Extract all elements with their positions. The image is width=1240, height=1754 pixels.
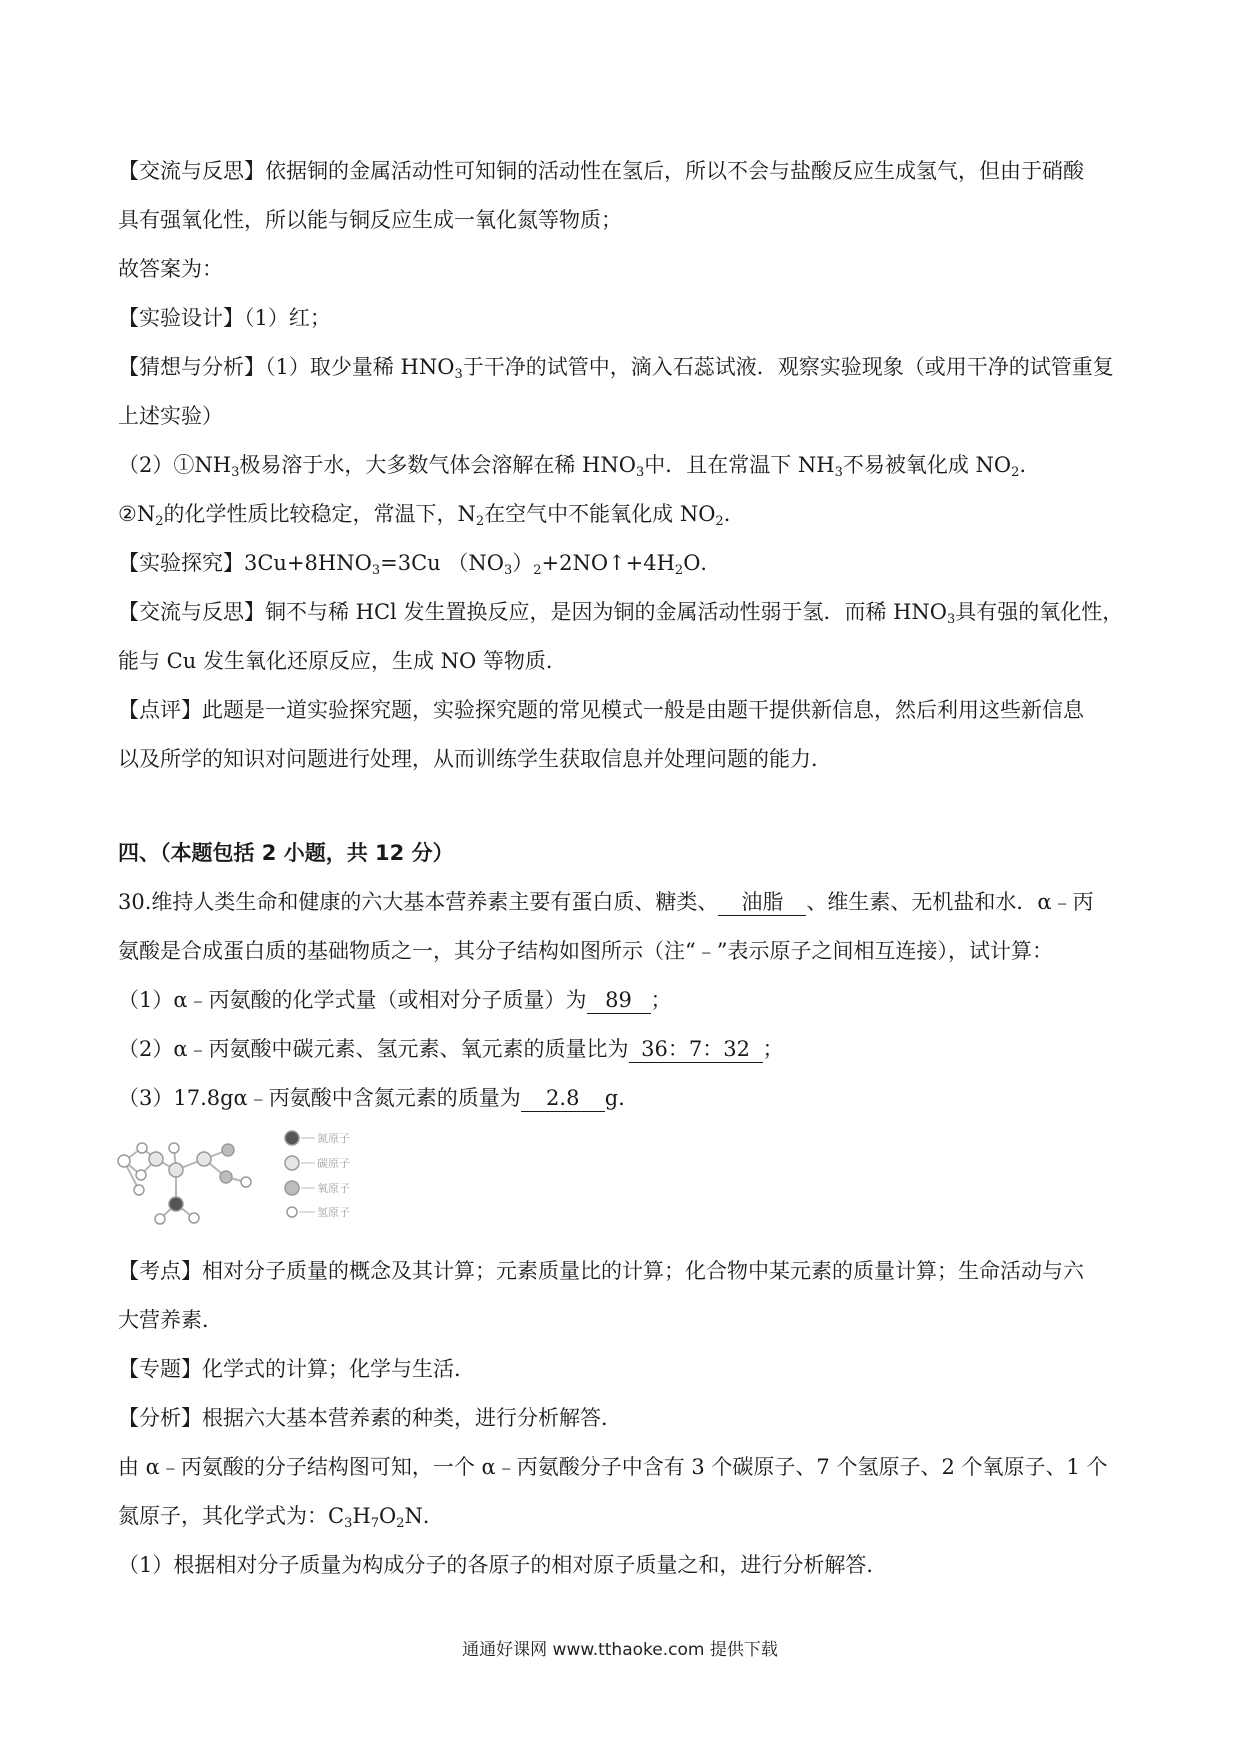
text-line: 氨酸是合成蛋白质的基础物质之一，其分子结构如图所示（注“﹣”表示原子之间相互连接），试计算： <box>118 939 1053 963</box>
answer-blank: 油脂 <box>718 889 806 916</box>
question-part-2: （2）α﹣丙氨酸中碳元素、氢元素、氧元素的质量比为 36：7：32 ； <box>118 1037 784 1061</box>
legend-hydrogen: 氢原子 <box>317 1206 350 1219</box>
text-line: 【交流与反思】铜不与稀 HCl 发生置换反应，是因为铜的金属活动性弱于氢．而稀 $HNO_3$具有强的氧化性， <box>118 600 1124 627</box>
text-line: 【分析】根据六大基本营养素的种类，进行分析解答． <box>118 1406 622 1430</box>
text-line: 氮原子，其化学式为：$C_3H_7O_2N$． <box>118 1504 444 1531</box>
legend-nitrogen: 氮原子 <box>317 1132 350 1145</box>
text-line: 【实验探究】$3Cu+8HNO_3=3Cu$ $(NO_3)_2+2NO↑+4H_2O$． <box>118 551 722 578</box>
legend-carbon: 碳原子 <box>317 1157 350 1170</box>
question-part-1: （1）α﹣丙氨酸的化学式量（或相对分子质量）为 89 ； <box>118 988 672 1012</box>
answer-blank: 2.8 <box>521 1085 605 1112</box>
text-line: 大营养素． <box>118 1308 223 1332</box>
text-line: 【猜想与分析】（1）取少量稀 $HNO_3$于干净的试管中，滴入石蕊试液．观察实验现象（或用干净的试管重复 <box>118 355 1114 382</box>
question-part-3: （3）17.8gα﹣丙氨酸中含氮元素的质量为 2.8 g． <box>118 1086 640 1110</box>
text-line: $(2)①NH_3$极易溶于水，大多数气体会溶解在稀 $HNO_3$中．且在常温下 $NH_3$不易被氧化成 $NO_2$． <box>118 453 1041 480</box>
text-line: 能与 Cu 发生氧化还原反应，生成 NO 等物质． <box>118 649 567 673</box>
text-line: $②N_2$的化学性质比较稳定，常温下，$N_2$在空气中不能氧化成 $NO_2$． <box>118 502 745 529</box>
answer-blank: 36：7：32 <box>629 1036 763 1063</box>
section-title: 四、（本题包括 2 小题，共 12 分） <box>118 841 454 865</box>
text-line: 【点评】此题是一道实验探究题，实验探究题的常见模式一般是由题干提供新信息，然后利用这些新信息 <box>118 698 1084 722</box>
text-line: 由 α﹣丙氨酸的分子结构图可知，一个 α﹣丙氨酸分子中含有 3 个碳原子、7 个氢原子、2 个氧原子、1 个 <box>118 1455 1108 1479</box>
question-30: 30.维持人类生命和健康的六大基本营养素主要有蛋白质、糖类、 油脂 、维生素、无机盐和水．α﹣丙 <box>118 890 1094 914</box>
text-line: 故答案为： <box>118 257 223 281</box>
page-footer: 通通好课网 www.tthaoke.com 提供下载 <box>462 1640 778 1660</box>
text-line: 【考点】相对分子质量的概念及其计算；元素质量比的计算；化合物中某元素的质量计算；生命活动与六 <box>118 1259 1084 1283</box>
text-line: 具有强氧化性，所以能与铜反应生成一氧化氮等物质； <box>118 208 622 232</box>
text-line: （1）根据相对分子质量为构成分子的各原子的相对原子质量之和，进行分析解答． <box>118 1553 888 1577</box>
alanine-molecule-diagram <box>112 1117 412 1227</box>
text-line: 【交流与反思】依据铜的金属活动性可知铜的活动性在氢后，所以不会与盐酸反应生成氢气，但由于硝酸 <box>118 159 1084 183</box>
answer-blank: 89 <box>587 987 651 1014</box>
legend-oxygen: 氧原子 <box>317 1182 350 1195</box>
text-line: 【实验设计】（1）红； <box>118 306 331 330</box>
text-line: 以及所学的知识对问题进行处理，从而训练学生获取信息并处理问题的能力． <box>118 747 832 771</box>
text-line: 【专题】化学式的计算；化学与生活． <box>118 1357 475 1381</box>
text-line: 上述实验） <box>118 404 223 428</box>
